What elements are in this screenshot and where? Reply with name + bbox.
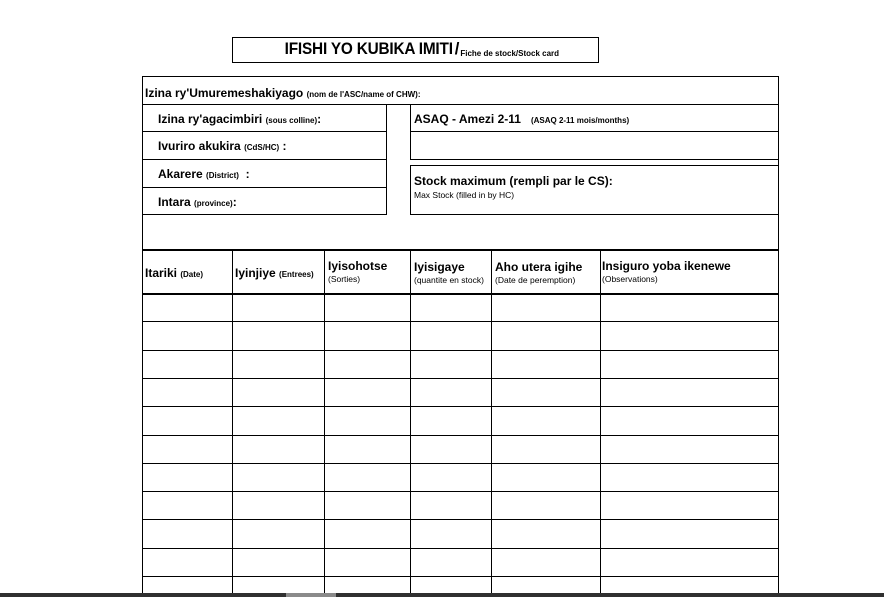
health-center-sublabel: (CdS/HC) (244, 143, 280, 152)
table-cell[interactable] (411, 407, 491, 434)
right-block-left-border-bottom (410, 165, 411, 215)
max-stock-field[interactable] (414, 174, 613, 188)
table-cell[interactable] (143, 492, 232, 519)
sub-hill-label: Izina ry'agacimbiri (158, 112, 263, 126)
table-cell[interactable] (411, 549, 491, 576)
table-cell[interactable] (143, 351, 232, 378)
bottom-edge (0, 593, 884, 597)
table-cell[interactable] (325, 322, 410, 349)
max-stock-sublabel: Max Stock (filled in by HC) (414, 190, 515, 200)
table-cell[interactable] (601, 407, 778, 434)
table-cell[interactable] (233, 577, 324, 604)
table-cell[interactable] (492, 577, 600, 604)
product-field (414, 112, 629, 126)
table-cell[interactable] (601, 492, 778, 519)
table-cell[interactable] (601, 436, 778, 463)
health-center-label: Ivuriro akukira (158, 139, 241, 153)
table-cell[interactable] (601, 351, 778, 378)
sub-hill-colon: : (317, 112, 322, 126)
col-expiry-label: Aho utera igihe (495, 260, 583, 274)
table-cell[interactable] (411, 577, 491, 604)
table-cell[interactable] (411, 351, 491, 378)
table-cell[interactable] (411, 464, 491, 491)
col-date-header (145, 266, 203, 280)
table-cell[interactable] (325, 492, 410, 519)
chw-name-label: Izina ry'Umuremeshakiyago (145, 86, 304, 100)
table-cell[interactable] (411, 436, 491, 463)
table-cell[interactable] (492, 407, 600, 434)
table-cell[interactable] (601, 379, 778, 406)
frame-top (142, 76, 779, 77)
table-cell[interactable] (492, 520, 600, 547)
table-cell[interactable] (325, 379, 410, 406)
col-exits-sublabel: (Sorties) (328, 274, 361, 284)
title-separator: / (454, 40, 460, 58)
table-cell[interactable] (233, 379, 324, 406)
district-label: Akarere (158, 167, 203, 181)
bottom-edge-highlight (286, 593, 336, 597)
table-cell[interactable] (601, 464, 778, 491)
table-cell[interactable] (325, 351, 410, 378)
product-sublabel: (ASAQ 2-11 mois/months) (530, 116, 630, 125)
table-cell[interactable] (492, 464, 600, 491)
table-cell[interactable] (233, 407, 324, 434)
chw-name-colon: : (417, 90, 421, 99)
table-cell[interactable] (492, 436, 600, 463)
province-sublabel: (province) (194, 199, 233, 208)
table-cell[interactable] (601, 294, 778, 321)
table-cell[interactable] (233, 436, 324, 463)
table-cell[interactable] (601, 322, 778, 349)
table-cell[interactable] (411, 379, 491, 406)
col-observations-header (602, 259, 731, 284)
table-cell[interactable] (601, 549, 778, 576)
table-cell[interactable] (492, 379, 600, 406)
sub-hill-sublabel: (sous colline) (265, 116, 318, 125)
chw-name-sublabel: (nom de l'ASC/name of CHW) (306, 90, 418, 99)
table-cell[interactable] (233, 351, 324, 378)
divider-chw (142, 104, 779, 105)
table-cell[interactable] (143, 464, 232, 491)
table-cell[interactable] (492, 294, 600, 321)
district-sublabel: (District) (206, 171, 239, 180)
table-cell[interactable] (325, 407, 410, 434)
table-cell[interactable] (233, 322, 324, 349)
col-observations-sublabel: (Observations) (602, 274, 658, 284)
table-cell[interactable] (325, 549, 410, 576)
divider-sub-hill (142, 131, 387, 132)
table-cell[interactable] (143, 322, 232, 349)
table-cell[interactable] (143, 549, 232, 576)
divider-district (142, 187, 387, 188)
title-main: IFISHI YO KUBIKA IMITI (284, 40, 453, 58)
form-title (232, 37, 599, 63)
max-stock-label: Stock maximum (rempli par le CS): (414, 174, 613, 188)
col-stock-sublabel: (quantite en stock) (414, 275, 484, 285)
province-label: Intara (158, 195, 191, 209)
col-stock-label: Iyisigaye (414, 260, 465, 274)
table-cell[interactable] (325, 577, 410, 604)
table-cell[interactable] (411, 294, 491, 321)
col-exits-label: Iyisohotse (328, 259, 388, 273)
table-cell[interactable] (143, 294, 232, 321)
table-cell[interactable] (143, 436, 232, 463)
table-cell[interactable] (143, 520, 232, 547)
table-cell[interactable] (233, 464, 324, 491)
table-cell[interactable] (492, 322, 600, 349)
product-label: ASAQ - Amezi 2-11 (414, 112, 521, 126)
table-cell[interactable] (411, 492, 491, 519)
col-date-sublabel: (Date) (180, 270, 204, 279)
table-cell[interactable] (325, 294, 410, 321)
title-subtitle: Fiche de stock/Stock card (460, 49, 560, 58)
col-date-label: Itariki (145, 266, 178, 280)
chw-name-field[interactable] (145, 86, 421, 100)
district-colon: : (245, 167, 250, 181)
table-cell[interactable] (492, 549, 600, 576)
health-center-field[interactable] (158, 139, 287, 153)
col-exits-header (328, 259, 387, 284)
table-cell[interactable] (601, 520, 778, 547)
sub-hill-field[interactable] (158, 112, 321, 126)
table-cell[interactable] (492, 351, 600, 378)
divider-max-stock-top (410, 165, 779, 166)
col-expiry-header (495, 260, 582, 285)
table-cell[interactable] (325, 464, 410, 491)
table-top-border (142, 249, 779, 251)
table-cell[interactable] (411, 322, 491, 349)
divider-product (410, 131, 779, 132)
table-cell[interactable] (143, 379, 232, 406)
province-field[interactable] (158, 195, 237, 209)
table-cell[interactable] (325, 436, 410, 463)
table-cell[interactable] (325, 520, 410, 547)
health-center-colon: : (282, 139, 287, 153)
table-cell[interactable] (233, 520, 324, 547)
table-cell[interactable] (143, 407, 232, 434)
col-entries-label: Iyinjiye (235, 266, 276, 280)
table-cell[interactable] (411, 520, 491, 547)
col-stock-header (414, 260, 484, 285)
divider-health-center (142, 159, 387, 160)
district-field[interactable] (158, 167, 250, 181)
col-entries-header (235, 266, 314, 280)
table-cell[interactable] (601, 577, 778, 604)
table-cell[interactable] (233, 492, 324, 519)
divider-product-bottom (410, 159, 779, 160)
table-cell[interactable] (492, 492, 600, 519)
table-cell[interactable] (233, 294, 324, 321)
province-colon: : (232, 195, 237, 209)
col-entries-sublabel: (Entrees) (279, 270, 314, 279)
table-cell[interactable] (233, 549, 324, 576)
table-cell[interactable] (143, 577, 232, 604)
col-expiry-sublabel: (Date de peremption) (495, 275, 576, 285)
col-observations-label: Insiguro yoba ikenewe (602, 259, 731, 273)
divider-province (142, 214, 387, 215)
divider-max-stock-bottom (410, 214, 779, 215)
